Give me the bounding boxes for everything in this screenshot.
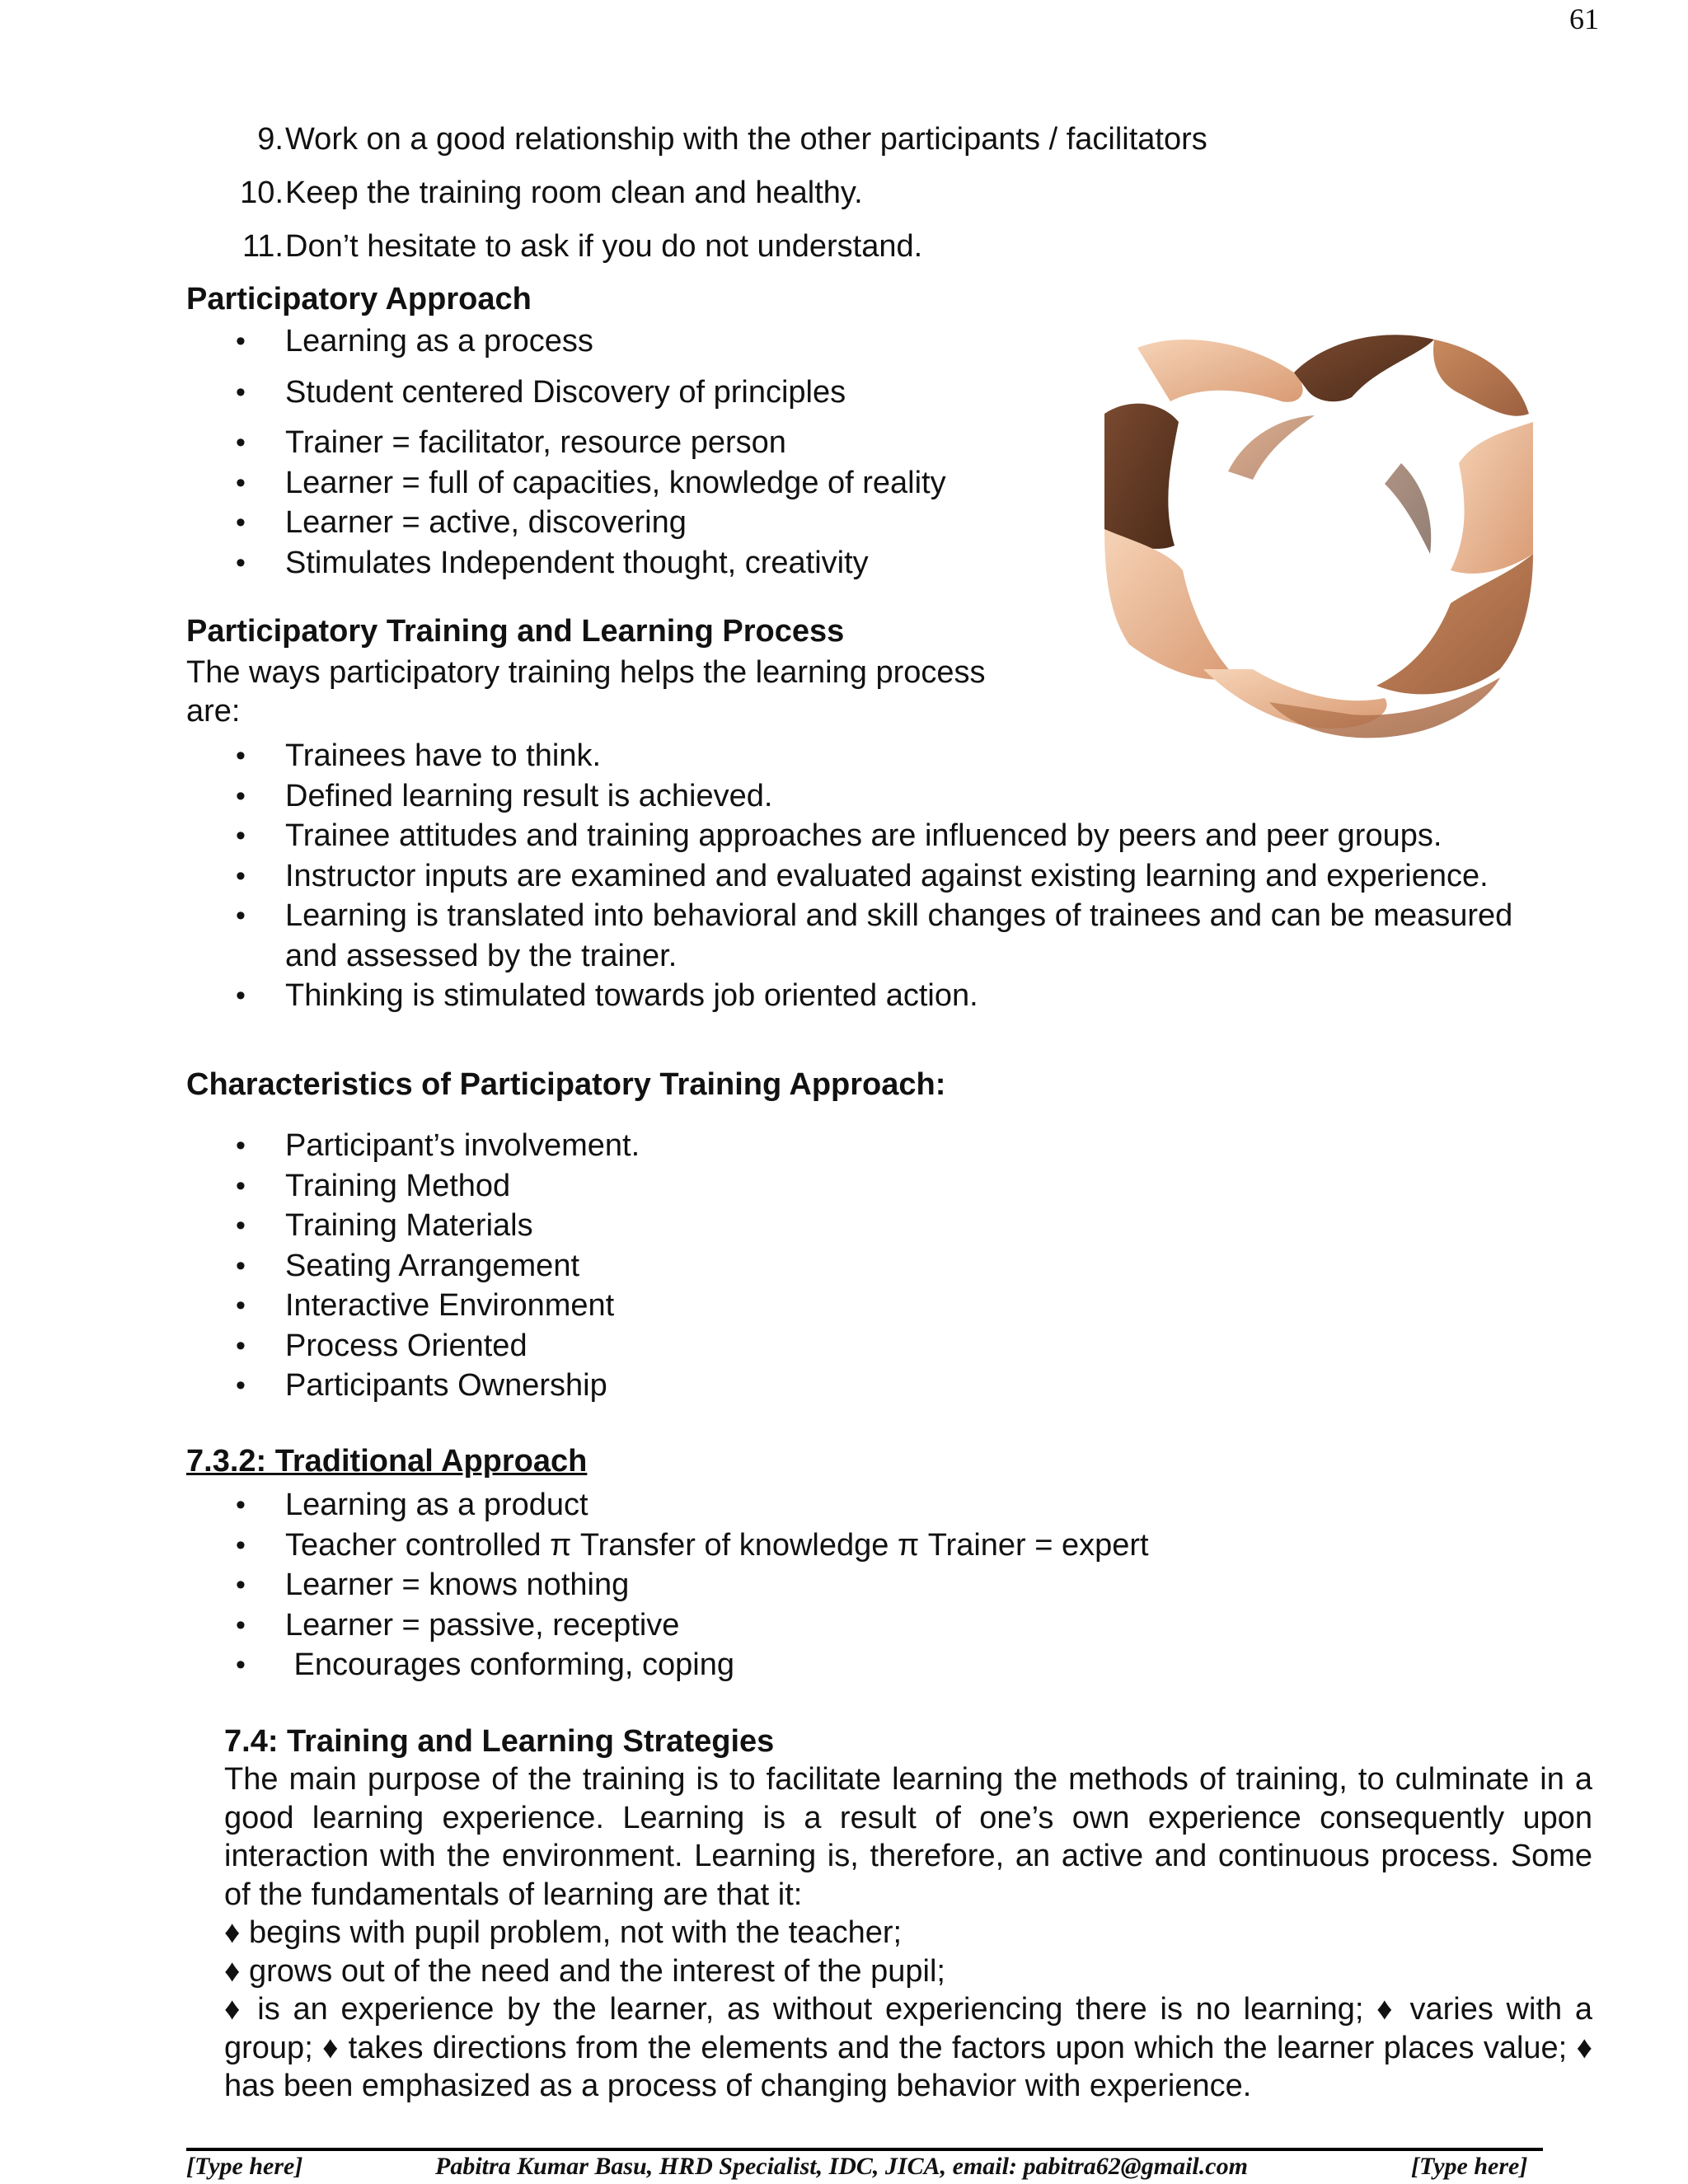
- list-item: • Thinking is stimulated towards job oriented action.: [234, 976, 978, 1016]
- footer-left: [Type here]: [186, 2153, 303, 2180]
- list-item: • Learning as a product: [234, 1485, 1149, 1526]
- list-item: • Trainer = facilitator, resource person: [234, 423, 946, 463]
- rule-text: Work on a good relationship with the other participants / facilitators: [285, 122, 1207, 157]
- list-item-continuation: and assessed by the trainer.: [285, 939, 678, 973]
- list-item: • Encourages conforming, coping: [234, 1645, 1149, 1685]
- training-process-heading: Participatory Training and Learning Process: [186, 614, 845, 649]
- training-process-list-end: [234, 976, 978, 1016]
- rule-number: 11.: [241, 229, 284, 264]
- training-process-intro: The ways participatory training helps the learning process: [186, 655, 986, 690]
- list-item: • Trainees have to think.: [234, 736, 1512, 776]
- fundamental-line: ♦ grows out of the need and the interest of the pupil;: [224, 1953, 945, 1989]
- list-item: • Learner = passive, receptive: [234, 1605, 1149, 1646]
- participatory-approach-heading: Participatory Approach: [186, 282, 532, 316]
- traditional-approach-list: [234, 1485, 1149, 1685]
- footer-right: [Type here]: [1411, 2153, 1528, 2180]
- list-item: • Interactive Environment: [234, 1286, 640, 1326]
- list-item: • Training Method: [234, 1166, 640, 1207]
- rule-number: 10.: [240, 176, 284, 210]
- list-item: • Trainee attitudes and training approaches are influenced by peers and peer groups.: [234, 816, 1512, 856]
- list-item: • Participant’s involvement.: [234, 1126, 640, 1166]
- list-item: • Learner = full of capacities, knowledge of reality: [234, 463, 946, 504]
- training-process-list: [234, 736, 1512, 936]
- strategies-paragraph: The main purpose of the training is to facilitate learning the methods of training, to culminate in a good learning experience. Learning is a result of one’s own experience consequently upon interaction with the environment. Learning is, therefore, an active and continuous process. Some of the fundamentals of learning are that it:: [224, 1762, 1592, 1912]
- rule-text: Don’t hesitate to ask if you do not understand.: [285, 229, 923, 264]
- page-number: 61: [1569, 2, 1599, 35]
- strategies-body: [224, 1760, 1592, 2106]
- fundamental-line: ♦ is an experience by the learner, as without experiencing there is no learning; ♦ varies with a group; ♦ takes directions from the elements and the factors upon which the learner places value; ♦ has been emphasized as a process of changing behavior with experience.: [224, 1992, 1592, 2103]
- characteristics-heading: Characteristics of Participatory Training Approach:: [186, 1067, 946, 1102]
- hands-circle-photo-icon: [1104, 323, 1533, 753]
- strategies-heading: 7.4: Training and Learning Strategies: [224, 1724, 775, 1759]
- list-item: • Defined learning result is achieved.: [234, 776, 1512, 817]
- list-item: • Instructor inputs are examined and evaluated against existing learning and experience.: [234, 856, 1512, 897]
- footer-divider: [186, 2148, 1543, 2151]
- list-item: • Seating Arrangement: [234, 1246, 640, 1286]
- list-item: • Learning is translated into behavioral and skill changes of trainees and can be measured: [234, 896, 1512, 936]
- training-process-intro-cont: are:: [186, 694, 241, 729]
- list-item: • Teacher controlled π Transfer of knowledge π Trainer = expert: [234, 1526, 1149, 1566]
- list-item: • Training Materials: [234, 1206, 640, 1246]
- rule-number: 9.: [257, 122, 284, 157]
- list-item: • Learning as a process: [234, 321, 946, 362]
- participatory-approach-list: [234, 321, 946, 583]
- rule-text: Keep the training room clean and healthy.: [285, 176, 863, 210]
- characteristics-list: [234, 1126, 640, 1406]
- list-item: • Learner = knows nothing: [234, 1565, 1149, 1605]
- footer-center: Pabitra Kumar Basu, HRD Specialist, IDC, JICA, email: pabitra62@gmail.com: [435, 2153, 1248, 2180]
- traditional-approach-heading: 7.3.2: Traditional Approach: [186, 1444, 588, 1479]
- list-item: • Stimulates Independent thought, creativity: [234, 543, 946, 583]
- fundamental-line: ♦ begins with pupil problem, not with the teacher;: [224, 1915, 903, 1950]
- list-item: • Student centered Discovery of principles: [234, 373, 946, 413]
- list-item: • Process Oriented: [234, 1326, 640, 1366]
- list-item: • Learner = active, discovering: [234, 503, 946, 543]
- list-item: • Participants Ownership: [234, 1366, 640, 1406]
